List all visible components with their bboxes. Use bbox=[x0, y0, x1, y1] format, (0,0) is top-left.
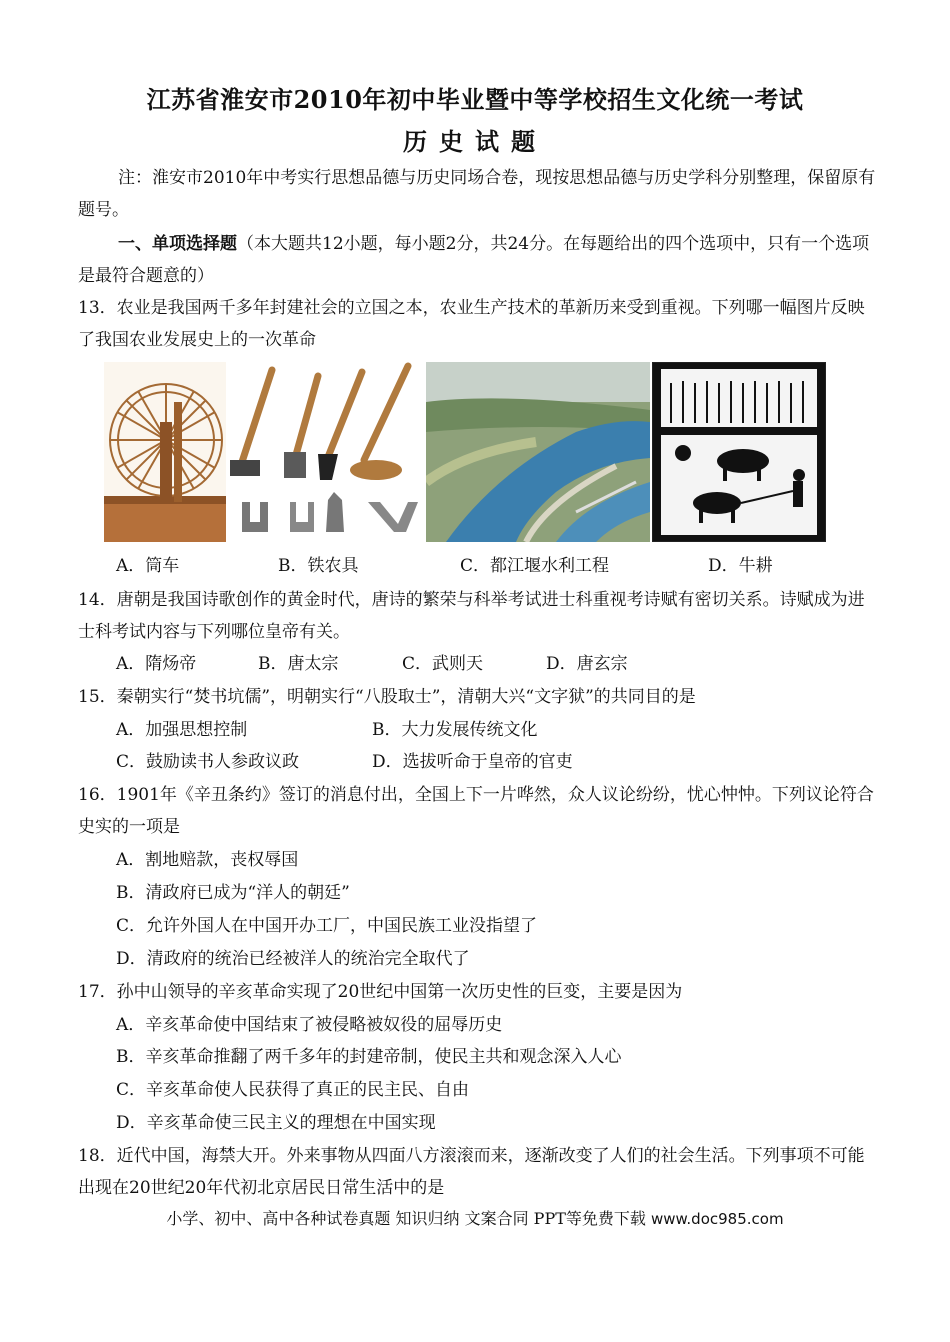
q15-option-a: A．加强思想控制 bbox=[116, 720, 248, 740]
q16-option-b: B．清政府已成为“洋人的朝廷” bbox=[116, 883, 350, 903]
q17-option-d: D．辛亥革命使三民主义的理想在中国实现 bbox=[116, 1113, 436, 1133]
footer-text: 小学、初中、高中各种试卷真题 知识归纳 文案合同 PPT等免费下载 bbox=[166, 1209, 646, 1228]
question-14-stem: 14．唐朝是我国诗歌创作的黄金时代，唐诗的繁荣与科举考试进士科重视考诗赋有密切关系。诗赋成为进士科考试内容与下列哪位皇帝有关。 bbox=[78, 590, 865, 642]
q14-option-b: B．唐太宗 bbox=[258, 654, 339, 674]
page-footer bbox=[0, 1206, 950, 1229]
q13-option-b: B．铁农具 bbox=[278, 556, 359, 576]
q15-option-c: C．鼓励读书人参政议政 bbox=[116, 752, 300, 772]
q13-option-d: D．牛耕 bbox=[708, 556, 773, 576]
ox-plowing-image bbox=[652, 362, 826, 542]
q15-option-b: B．大力发展传统文化 bbox=[372, 720, 538, 740]
q16-option-a: A．割地赔款，丧权辱国 bbox=[116, 850, 299, 870]
q14-option-a: A．隋炀帝 bbox=[116, 654, 197, 674]
q13-option-a: A．筒车 bbox=[116, 556, 180, 576]
exam-subtitle: 历史试题 bbox=[403, 127, 547, 156]
q13-option-c: C．都江堰水利工程 bbox=[460, 556, 610, 576]
q14-option-d: D．唐玄宗 bbox=[546, 654, 628, 674]
q16-option-d: D．清政府的统治已经被洋人的统治完全取代了 bbox=[116, 949, 470, 969]
dujiangyan-image bbox=[426, 362, 650, 542]
question-15-stem: 15．秦朝实行“焚书坑儒”，明朝实行“八股取士”，清朝大兴“文字狱”的共同目的是 bbox=[78, 687, 696, 707]
question-13-images bbox=[104, 362, 826, 544]
section-description: （本大题共12小题，每小题2分，共24分。在每题给出的四个选项中，只有一个选项是最符合题意的） bbox=[78, 234, 870, 286]
iron-tools-image bbox=[228, 362, 424, 542]
q14-option-c: C．武则天 bbox=[402, 654, 484, 674]
question-18-stem: 18．近代中国，海禁大开。外来事物从四面八方滚滚而来，逐渐改变了人们的社会生活。下列事项不可能出现在20世纪20年代初北京居民日常生活中的是 bbox=[78, 1146, 865, 1198]
q17-option-c: C．辛亥革命使人民获得了真正的民主民、自由 bbox=[116, 1080, 470, 1100]
q17-option-a: A．辛亥革命使中国结束了被侵略被奴役的屈辱历史 bbox=[116, 1015, 503, 1035]
section-intro bbox=[78, 228, 878, 292]
q17-option-b: B．辛亥革命推翻了两千多年的封建帝制，使民主共和观念深入人心 bbox=[116, 1047, 622, 1067]
question-16-stem: 16．1901年《辛丑条约》签订的消息付出，全国上下一片哗然，众人议论纷纷，忧心忡忡。下列议论符合史实的一项是 bbox=[78, 785, 874, 837]
water-wheel-image bbox=[104, 362, 226, 542]
footer-link[interactable]: www.doc985.com bbox=[650, 1210, 784, 1228]
question-13-stem: 13．农业是我国两千多年封建社会的立国之本，农业生产技术的革新历来受到重视。下列哪一幅图片反映了我国农业发展史上的一次革命 bbox=[78, 298, 865, 350]
q15-option-d: D．选拔听命于皇帝的官吏 bbox=[372, 752, 573, 772]
section-heading: 一、单项选择题 bbox=[118, 234, 237, 254]
exam-note: 注：淮安市2010年中考实行思想品德与历史同场合卷，现按思想品德与历史学科分别整理，保留原有题号。 bbox=[78, 168, 876, 220]
q16-option-c: C．允许外国人在中国开办工厂，中国民族工业没指望了 bbox=[116, 916, 538, 936]
exam-title: 江苏省淮安市2010年初中毕业暨中等学校招生文化统一考试 bbox=[146, 85, 804, 114]
question-17-stem: 17．孙中山领导的辛亥革命实现了20世纪中国第一次历史性的巨变，主要是因为 bbox=[78, 982, 683, 1002]
